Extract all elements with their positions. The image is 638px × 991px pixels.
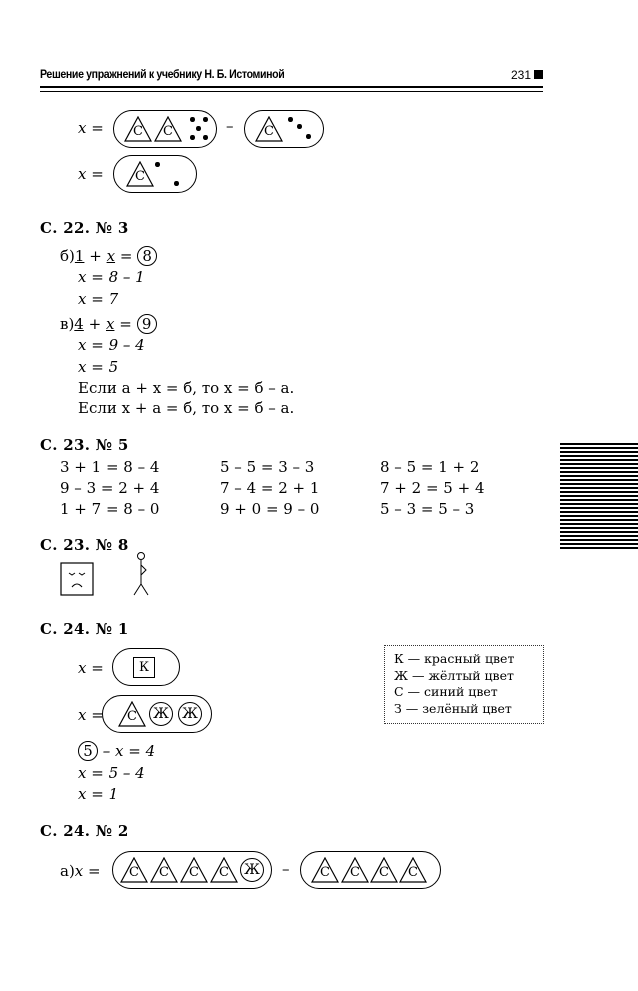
s5-x-eq: x =: [74, 862, 101, 880]
task-v-line-3: x = 5: [78, 358, 119, 376]
task-b-addend: 1: [74, 247, 85, 265]
triangle-letter: С: [408, 865, 418, 880]
triangle-letter: С: [320, 865, 330, 880]
eq-row1-col1: 3 + 1 = 8 – 4: [60, 458, 160, 476]
task-v-result-circled: 9: [137, 314, 157, 334]
minus-sign: –: [226, 117, 234, 135]
dot: [288, 117, 293, 122]
s4-eq-line-2: x = 5 – 4: [78, 764, 145, 782]
triangle-letter: С: [135, 169, 145, 184]
dot: [196, 126, 201, 131]
task-b-label: б): [60, 247, 75, 265]
triangle-letter: С: [159, 865, 169, 880]
circle-zh: Ж: [149, 702, 173, 726]
header-square-mark: [534, 70, 543, 79]
running-header-title: Решение упражнений к учебнику Н. Б. Истоминой: [40, 69, 285, 81]
triangle-letter: С: [127, 709, 137, 724]
triangle-letter: С: [350, 865, 360, 880]
circle-zh: Ж: [178, 702, 202, 726]
eq-row3-col1: 1 + 7 = 8 – 0: [60, 500, 160, 518]
equals-sign: =: [119, 247, 133, 265]
legend-item-k: К — красный цвет: [394, 651, 515, 666]
s4-x-eq-1: x =: [78, 659, 104, 677]
triangle-letter: С: [189, 865, 199, 880]
top-x-eq-1: x =: [78, 119, 104, 137]
task-v-addend: 4: [74, 315, 84, 333]
dot: [203, 135, 208, 140]
rule-line-2: Если x + а = б, то x = б – а.: [78, 399, 295, 417]
section-title-23-8: С. 23. № 8: [40, 536, 129, 554]
unknown-x: x: [105, 315, 115, 333]
page-number: 231: [511, 68, 532, 82]
eq-row1-col3: 8 – 5 = 1 + 2: [380, 458, 480, 476]
plus-sign: +: [89, 247, 102, 265]
header-rule-thin: [40, 91, 543, 92]
legend-item-c: С — синий цвет: [394, 684, 498, 699]
dot: [203, 117, 208, 122]
top-x-eq-2: x =: [78, 165, 104, 183]
s4-eq-rest: – x = 4: [98, 742, 156, 760]
legend-item-z: З — зелёный цвет: [394, 700, 512, 716]
plus-sign: +: [88, 315, 102, 333]
task-b-line-3: x = 7: [78, 290, 119, 308]
s4-eq-line-1: [78, 741, 155, 761]
unknown-x: x: [106, 247, 116, 265]
section-title-24-1: С. 24. № 1: [40, 620, 129, 638]
dot: [174, 181, 179, 186]
task-v-line-2: x = 9 – 4: [78, 336, 145, 354]
rule-line-1: Если а + x = б, то x = б – а.: [78, 379, 295, 397]
dot: [155, 162, 160, 167]
eq-row1-col2: 5 – 5 = 3 – 3: [220, 458, 315, 476]
square-k: К: [133, 657, 155, 678]
dot: [190, 135, 195, 140]
header-rule-thick: [40, 86, 543, 88]
eq-row2-col3: 7 + 2 = 5 + 4: [380, 479, 485, 497]
task-b-line-1: [60, 246, 157, 266]
triangle-letter: С: [264, 124, 274, 139]
eq-row3-col2: 9 + 0 = 9 – 0: [220, 500, 320, 518]
circled-five: 5: [78, 741, 98, 761]
eq-row3-col3: 5 – 3 = 5 – 3: [380, 500, 475, 518]
task-v-line-1: [60, 314, 157, 334]
circle-zh: Ж: [240, 858, 264, 882]
task-a-label: а): [60, 862, 75, 880]
color-legend-box: [384, 645, 544, 724]
side-stripes-tab: [560, 443, 638, 550]
minus-sign: –: [282, 860, 290, 878]
s4-x-eq-2: x =: [78, 706, 104, 724]
triangle-letter: С: [219, 865, 229, 880]
triangle-letter: С: [129, 865, 139, 880]
triangle-letter: С: [133, 124, 143, 139]
section-title-23-5: С. 23. № 5: [40, 436, 129, 454]
s5-a-line: [60, 862, 101, 880]
eq-row2-col1: 9 – 3 = 2 + 4: [60, 479, 160, 497]
section-title-24-2: С. 24. № 2: [40, 822, 129, 840]
dot: [297, 124, 302, 129]
task-b-result-circled: 8: [137, 246, 157, 266]
s4-eq-line-3: x = 1: [78, 785, 119, 803]
triangle-letter: С: [379, 865, 389, 880]
equals-sign: =: [119, 315, 132, 333]
legend-item-zh: Ж — жёлтый цвет: [394, 667, 514, 683]
triangle-letter: С: [163, 124, 173, 139]
eq-row2-col2: 7 – 4 = 2 + 1: [220, 479, 320, 497]
dot: [190, 117, 195, 122]
sad-face-square-icon: [60, 562, 94, 596]
stick-figure-icon: [130, 551, 152, 597]
task-b-line-2: x = 8 – 1: [78, 268, 145, 286]
dot: [306, 134, 311, 139]
task-v-label: в): [60, 315, 75, 333]
section-title-22-3: С. 22. № 3: [40, 219, 129, 237]
